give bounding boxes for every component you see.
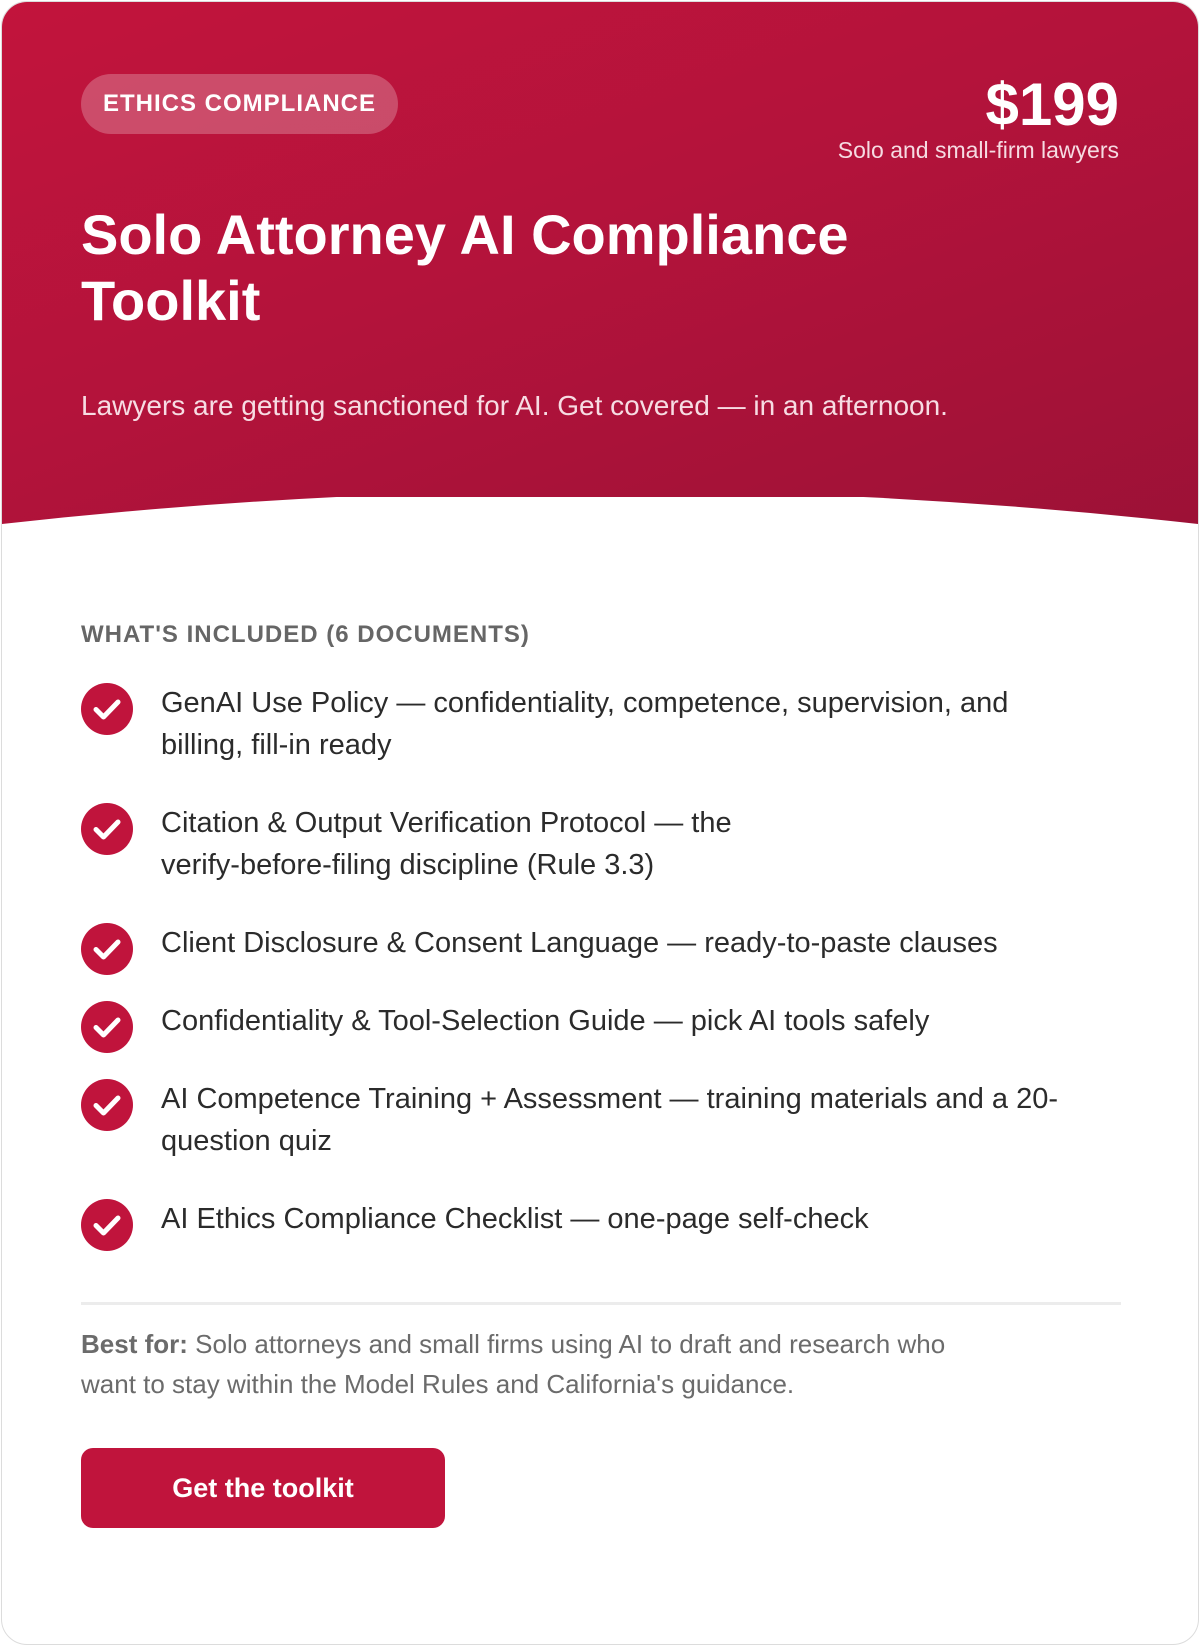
list-item-label: AI Competence Training + Assessment — training materials and a 20-question quiz — [161, 1083, 1059, 1157]
best-for-note — [81, 1324, 1001, 1404]
page-title: Solo Attorney AI Compliance Toolkit — [81, 203, 849, 332]
get-toolkit-button[interactable]: Get the toolkit — [81, 1448, 445, 1528]
list-item — [81, 682, 1121, 766]
list-item — [81, 1198, 1121, 1240]
price-audience: Solo and small-firm lawyers — [837, 137, 1119, 163]
list-item-label: Citation & Output Verification Protocol — the verify-before-filing discipline (Rule 3.3) — [161, 807, 732, 881]
check-circle-icon — [81, 683, 133, 735]
check-circle-icon — [81, 923, 133, 975]
category-tag: ETHICS COMPLIANCE — [81, 74, 398, 134]
list-item — [81, 1000, 1121, 1042]
list-item — [81, 922, 1121, 964]
list-item — [81, 1078, 1121, 1162]
list-item-label: GenAI Use Policy — confidentiality, competence, supervision, and billing, fill-in ready — [161, 687, 1009, 761]
hero-banner — [2, 2, 1198, 562]
price: $199 — [985, 71, 1119, 138]
list-item-label: Confidentiality & Tool-Selection Guide — pick AI tools safely — [161, 1005, 930, 1037]
best-for-label: Best for: — [81, 1329, 188, 1359]
check-circle-icon — [81, 803, 133, 855]
check-circle-icon — [81, 1199, 133, 1251]
check-circle-icon — [81, 1001, 133, 1053]
list-item-label: Client Disclosure & Consent Language — ready-to-paste clauses — [161, 927, 998, 959]
included-heading: WHAT'S INCLUDED (6 DOCUMENTS) — [81, 621, 530, 648]
list-item-label: AI Ethics Compliance Checklist — one-page self-check — [161, 1203, 869, 1235]
list-item — [81, 802, 1121, 886]
tagline: Lawyers are getting sanctioned for AI. Get covered — in an afternoon. — [81, 390, 948, 421]
divider — [81, 1302, 1121, 1305]
hero-curve-divider — [2, 497, 1198, 567]
included-list — [81, 682, 1121, 1276]
check-circle-icon — [81, 1079, 133, 1131]
product-card — [1, 1, 1199, 1645]
best-for-text: Solo attorneys and small firms using AI to draft and research who want to stay within the Model Rules and California's guidance. — [81, 1329, 946, 1399]
